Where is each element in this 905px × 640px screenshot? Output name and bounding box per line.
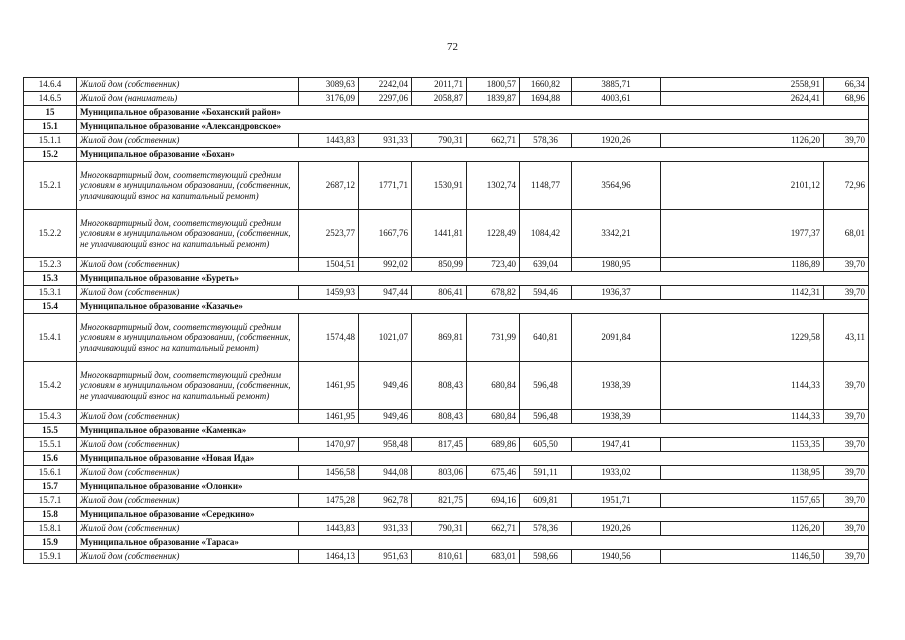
value-cell: 1938,39	[572, 410, 661, 424]
value-cell: 1148,77	[520, 162, 572, 210]
value-cell: 1144,33	[661, 362, 824, 410]
section-header-row	[24, 148, 869, 162]
value-cell: 1186,89	[661, 258, 824, 272]
value-cell: 2687,12	[299, 162, 359, 210]
value-cell: 1947,41	[572, 438, 661, 452]
value-cell: 1126,20	[661, 134, 824, 148]
row-number: 15.4.3	[24, 410, 77, 424]
section-number: 15	[24, 106, 77, 120]
row-number: 15.6.1	[24, 466, 77, 480]
value-cell: 1228,49	[467, 210, 520, 258]
value-cell: 1574,48	[299, 314, 359, 362]
section-title: Муниципальное образование «Бохан»	[77, 148, 869, 162]
value-cell: 821,75	[412, 494, 467, 508]
value-cell: 817,45	[412, 438, 467, 452]
value-cell: 72,96	[824, 162, 869, 210]
section-number: 15.7	[24, 480, 77, 494]
section-title: Муниципальное образование «Казачье»	[77, 300, 869, 314]
row-description: Жилой дом (собственник)	[77, 466, 299, 480]
value-cell: 931,33	[359, 134, 412, 148]
table-row	[24, 466, 869, 480]
value-cell: 951,63	[359, 550, 412, 564]
section-number: 15.1	[24, 120, 77, 134]
value-cell: 66,34	[824, 78, 869, 92]
value-cell: 1977,37	[661, 210, 824, 258]
value-cell: 803,06	[412, 466, 467, 480]
value-cell: 662,71	[467, 134, 520, 148]
value-cell: 1530,91	[412, 162, 467, 210]
value-cell: 1920,26	[572, 522, 661, 536]
table-row	[24, 286, 869, 300]
value-cell: 1443,83	[299, 522, 359, 536]
value-cell: 694,16	[467, 494, 520, 508]
row-description: Многоквартирный дом, соответствующий средним условиям в муниципальном образовании, (собственник, уплачивающий взнос на капитальный ремонт)	[77, 162, 299, 210]
section-number: 15.5	[24, 424, 77, 438]
value-cell: 1144,33	[661, 410, 824, 424]
value-cell: 1667,76	[359, 210, 412, 258]
value-cell: 808,43	[412, 410, 467, 424]
value-cell: 678,82	[467, 286, 520, 300]
value-cell: 1456,58	[299, 466, 359, 480]
value-cell: 1920,26	[572, 134, 661, 148]
value-cell: 39,70	[824, 362, 869, 410]
row-description: Жилой дом (собственник)	[77, 286, 299, 300]
value-cell: 39,70	[824, 286, 869, 300]
value-cell: 1980,95	[572, 258, 661, 272]
table-row	[24, 522, 869, 536]
value-cell: 2297,06	[359, 92, 412, 106]
value-cell: 1660,82	[520, 78, 572, 92]
value-cell: 68,96	[824, 92, 869, 106]
value-cell: 1475,28	[299, 494, 359, 508]
section-header-row	[24, 424, 869, 438]
value-cell: 68,01	[824, 210, 869, 258]
section-title: Муниципальное образование «Каменка»	[77, 424, 869, 438]
value-cell: 605,50	[520, 438, 572, 452]
value-cell: 39,70	[824, 550, 869, 564]
row-description: Жилой дом (собственник)	[77, 258, 299, 272]
row-number: 15.2.1	[24, 162, 77, 210]
value-cell: 2523,77	[299, 210, 359, 258]
value-cell: 591,11	[520, 466, 572, 480]
value-cell: 39,70	[824, 438, 869, 452]
value-cell: 1938,39	[572, 362, 661, 410]
value-cell: 1504,51	[299, 258, 359, 272]
value-cell: 1146,50	[661, 550, 824, 564]
value-cell: 1138,95	[661, 466, 824, 480]
value-cell: 810,61	[412, 550, 467, 564]
value-cell: 596,48	[520, 362, 572, 410]
value-cell: 790,31	[412, 134, 467, 148]
section-header-row	[24, 452, 869, 466]
value-cell: 1021,07	[359, 314, 412, 362]
row-number: 15.8.1	[24, 522, 77, 536]
value-cell: 680,84	[467, 410, 520, 424]
value-cell: 689,86	[467, 438, 520, 452]
row-number: 14.6.4	[24, 78, 77, 92]
value-cell: 1940,56	[572, 550, 661, 564]
value-cell: 806,41	[412, 286, 467, 300]
table-row	[24, 162, 869, 210]
value-cell: 869,81	[412, 314, 467, 362]
row-description: Жилой дом (собственник)	[77, 134, 299, 148]
value-cell: 594,46	[520, 286, 572, 300]
value-cell: 39,70	[824, 410, 869, 424]
table-row	[24, 410, 869, 424]
value-cell: 39,70	[824, 258, 869, 272]
value-cell: 2624,41	[661, 92, 824, 106]
row-number: 14.6.5	[24, 92, 77, 106]
value-cell: 1302,74	[467, 162, 520, 210]
value-cell: 1443,83	[299, 134, 359, 148]
table-row	[24, 362, 869, 410]
value-cell: 731,99	[467, 314, 520, 362]
section-title: Муниципальное образование «Олонки»	[77, 480, 869, 494]
value-cell: 2091,84	[572, 314, 661, 362]
value-cell: 850,99	[412, 258, 467, 272]
table-row	[24, 78, 869, 92]
value-cell: 39,70	[824, 466, 869, 480]
row-number: 15.3.1	[24, 286, 77, 300]
row-description: Многоквартирный дом, соответствующий средним условиям в муниципальном образовании, (собственник, не уплачивающий взнос на капитальный ремонт)	[77, 362, 299, 410]
table-row	[24, 210, 869, 258]
value-cell: 598,66	[520, 550, 572, 564]
table-row	[24, 438, 869, 452]
value-cell: 3564,96	[572, 162, 661, 210]
page-number: 72	[447, 41, 458, 53]
value-cell: 931,33	[359, 522, 412, 536]
row-number: 15.9.1	[24, 550, 77, 564]
value-cell: 1229,58	[661, 314, 824, 362]
value-cell: 1084,42	[520, 210, 572, 258]
table-row	[24, 92, 869, 106]
row-description: Жилой дом (наниматель)	[77, 92, 299, 106]
row-description: Жилой дом (собственник)	[77, 522, 299, 536]
section-header-row	[24, 536, 869, 550]
value-cell: 1461,95	[299, 410, 359, 424]
value-cell: 639,04	[520, 258, 572, 272]
value-cell: 949,46	[359, 362, 412, 410]
row-number: 15.5.1	[24, 438, 77, 452]
section-title: Муниципальное образование «Александровское»	[77, 120, 869, 134]
section-number: 15.6	[24, 452, 77, 466]
value-cell: 808,43	[412, 362, 467, 410]
section-header-row	[24, 300, 869, 314]
value-cell: 4003,61	[572, 92, 661, 106]
value-cell: 947,44	[359, 286, 412, 300]
table-row	[24, 550, 869, 564]
value-cell: 609,81	[520, 494, 572, 508]
section-header-row	[24, 106, 869, 120]
value-cell: 992,02	[359, 258, 412, 272]
row-number: 15.2.3	[24, 258, 77, 272]
value-cell: 944,08	[359, 466, 412, 480]
value-cell: 596,48	[520, 410, 572, 424]
value-cell: 3176,09	[299, 92, 359, 106]
table-row	[24, 314, 869, 362]
table-row	[24, 258, 869, 272]
value-cell: 2242,04	[359, 78, 412, 92]
value-cell: 39,70	[824, 494, 869, 508]
value-cell: 43,11	[824, 314, 869, 362]
row-description: Жилой дом (собственник)	[77, 438, 299, 452]
section-number: 15.8	[24, 508, 77, 522]
section-header-row	[24, 508, 869, 522]
tariff-table	[23, 77, 869, 564]
value-cell: 1800,57	[467, 78, 520, 92]
value-cell: 3089,63	[299, 78, 359, 92]
section-title: Муниципальное образование «Середкино»	[77, 508, 869, 522]
row-description: Жилой дом (собственник)	[77, 494, 299, 508]
value-cell: 1464,13	[299, 550, 359, 564]
value-cell: 3342,21	[572, 210, 661, 258]
row-description: Жилой дом (собственник)	[77, 78, 299, 92]
value-cell: 1441,81	[412, 210, 467, 258]
value-cell: 1470,97	[299, 438, 359, 452]
value-cell: 958,48	[359, 438, 412, 452]
row-number: 15.2.2	[24, 210, 77, 258]
table-body	[24, 78, 869, 564]
value-cell: 1461,95	[299, 362, 359, 410]
value-cell: 790,31	[412, 522, 467, 536]
section-header-row	[24, 120, 869, 134]
value-cell: 723,40	[467, 258, 520, 272]
value-cell: 1153,35	[661, 438, 824, 452]
row-number: 15.1.1	[24, 134, 77, 148]
value-cell: 1157,65	[661, 494, 824, 508]
value-cell: 1459,93	[299, 286, 359, 300]
value-cell: 675,46	[467, 466, 520, 480]
value-cell: 578,36	[520, 522, 572, 536]
value-cell: 1839,87	[467, 92, 520, 106]
value-cell: 2011,71	[412, 78, 467, 92]
section-header-row	[24, 272, 869, 286]
section-number: 15.2	[24, 148, 77, 162]
section-number: 15.9	[24, 536, 77, 550]
row-description: Жилой дом (собственник)	[77, 410, 299, 424]
row-description: Многоквартирный дом, соответствующий средним условиям в муниципальном образовании, (собственник, уплачивающий взнос на капитальный ремонт)	[77, 314, 299, 362]
value-cell: 949,46	[359, 410, 412, 424]
value-cell: 680,84	[467, 362, 520, 410]
row-number: 15.4.1	[24, 314, 77, 362]
row-number: 15.7.1	[24, 494, 77, 508]
value-cell: 640,81	[520, 314, 572, 362]
table-row	[24, 134, 869, 148]
value-cell: 962,78	[359, 494, 412, 508]
section-title: Муниципальное образование «Буреть»	[77, 272, 869, 286]
row-number: 15.4.2	[24, 362, 77, 410]
table-row	[24, 494, 869, 508]
value-cell: 683,01	[467, 550, 520, 564]
value-cell: 1771,71	[359, 162, 412, 210]
value-cell: 578,36	[520, 134, 572, 148]
row-description: Многоквартирный дом, соответствующий средним условиям в муниципальном образовании, (собственник, не уплачивающий взнос на капитальный ремонт)	[77, 210, 299, 258]
value-cell: 39,70	[824, 134, 869, 148]
value-cell: 39,70	[824, 522, 869, 536]
section-header-row	[24, 480, 869, 494]
section-title: Муниципальное образование «Боханский район»	[77, 106, 869, 120]
section-title: Муниципальное образование «Тараса»	[77, 536, 869, 550]
value-cell: 2058,87	[412, 92, 467, 106]
value-cell: 1142,31	[661, 286, 824, 300]
value-cell: 1126,20	[661, 522, 824, 536]
value-cell: 2558,91	[661, 78, 824, 92]
value-cell: 1936,37	[572, 286, 661, 300]
section-number: 15.3	[24, 272, 77, 286]
section-title: Муниципальное образование «Новая Ида»	[77, 452, 869, 466]
value-cell: 1951,71	[572, 494, 661, 508]
value-cell: 2101,12	[661, 162, 824, 210]
row-description: Жилой дом (собственник)	[77, 550, 299, 564]
value-cell: 662,71	[467, 522, 520, 536]
value-cell: 1694,88	[520, 92, 572, 106]
section-number: 15.4	[24, 300, 77, 314]
value-cell: 3885,71	[572, 78, 661, 92]
value-cell: 1933,02	[572, 466, 661, 480]
